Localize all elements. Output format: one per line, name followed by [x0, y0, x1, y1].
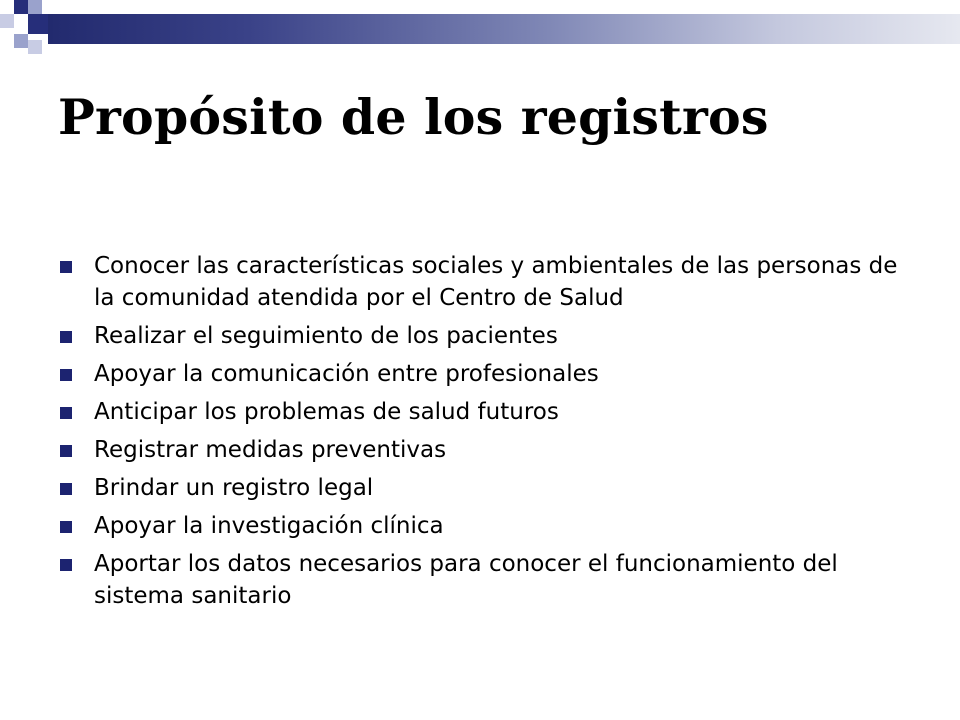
decor-square	[14, 34, 28, 48]
header-gradient-band	[48, 14, 960, 44]
list-item	[60, 320, 920, 352]
bullet-text: Brindar un registro legal	[94, 475, 374, 501]
bullet-text: Anticipar los problemas de salud futuros	[94, 399, 559, 425]
square-bullet-icon	[60, 331, 72, 343]
decor-square	[14, 0, 28, 14]
list-item	[60, 434, 920, 466]
square-bullet-icon	[60, 559, 72, 571]
list-item	[60, 548, 920, 612]
list-item	[60, 396, 920, 428]
list-item	[60, 510, 920, 542]
square-bullet-icon	[60, 521, 72, 533]
square-bullet-icon	[60, 369, 72, 381]
bullet-list	[60, 250, 920, 618]
list-item	[60, 250, 920, 314]
list-item	[60, 358, 920, 390]
bullet-text: Apoyar la comunicación entre profesionales	[94, 361, 599, 387]
bullet-text: Conocer las características sociales y ambientales de las personas de la comunidad atendida por el Centro de Salud	[94, 253, 898, 311]
bullet-text: Registrar medidas preventivas	[94, 437, 447, 463]
square-bullet-icon	[60, 261, 72, 273]
list-item	[60, 472, 920, 504]
bullet-text: Apoyar la investigación clínica	[94, 513, 444, 539]
square-bullet-icon	[60, 445, 72, 457]
bullet-text: Aportar los datos necesarios para conocer el funcionamiento del sistema sanitario	[94, 551, 838, 609]
decor-square	[28, 14, 48, 34]
decor-square	[0, 14, 14, 28]
decor-square	[28, 0, 42, 14]
bullet-text: Realizar el seguimiento de los pacientes	[94, 323, 558, 349]
square-bullet-icon	[60, 483, 72, 495]
decor-square	[28, 40, 42, 54]
square-bullet-icon	[60, 407, 72, 419]
slide-title: Propósito de los registros	[58, 88, 769, 146]
